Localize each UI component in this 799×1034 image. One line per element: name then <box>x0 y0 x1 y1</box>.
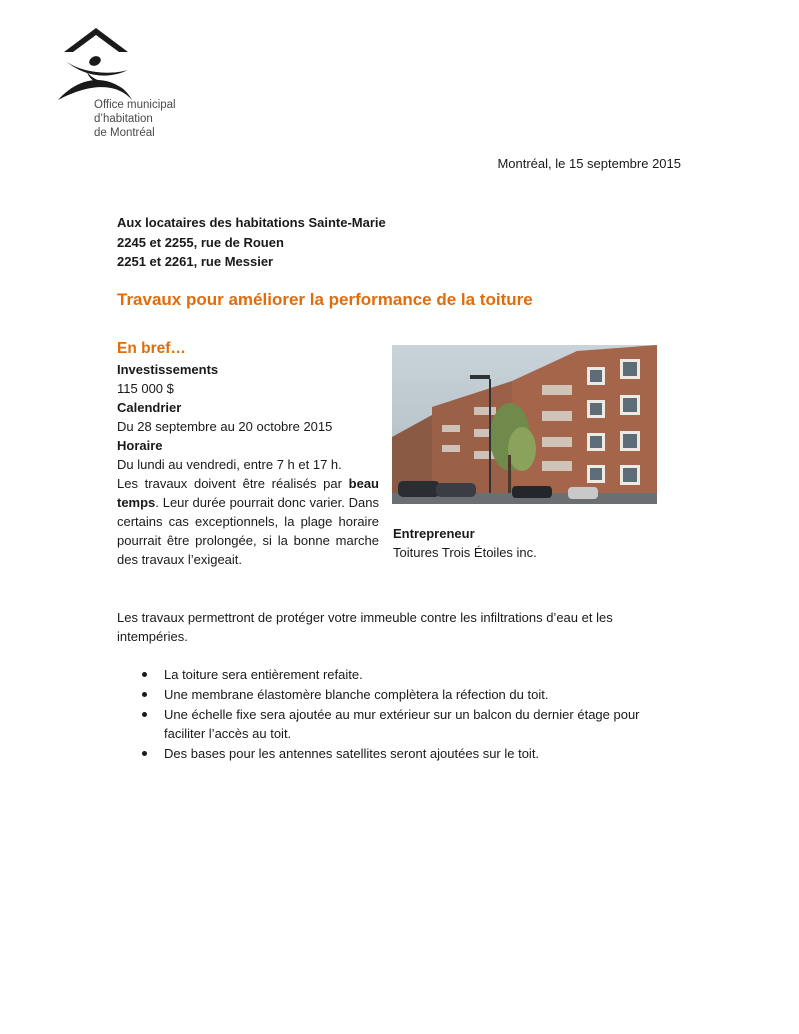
contractor-name: Toitures Trois Étoiles inc. <box>393 545 537 560</box>
schedule-label: Horaire <box>117 438 163 453</box>
omhm-logo-icon <box>56 26 136 104</box>
investments-value: 115 000 $ <box>117 381 174 396</box>
org-name-line2: d’habitation <box>94 113 153 125</box>
work-list <box>117 665 683 764</box>
omhm-logo <box>56 26 196 139</box>
building-photo <box>392 345 657 504</box>
org-name-line1: Office municipal <box>94 99 176 111</box>
list-item-text: La toiture sera entièrement refaite. <box>164 667 363 682</box>
list-item-text: Une membrane élastomère blanche complètera la réfection du toit. <box>164 687 549 702</box>
bullet-icon <box>142 672 147 677</box>
list-item <box>117 685 683 704</box>
intro-paragraph: Les travaux permettront de protéger votre immeuble contre les infiltrations d’eau et les intempéries. <box>117 610 613 644</box>
schedule-value: Du lundi au vendredi, entre 7 h et 17 h. <box>117 457 342 472</box>
letter-date: Montréal, le 15 septembre 2015 <box>497 156 681 171</box>
weather-note-pre: Les travaux doivent être réalisés par <box>117 476 349 491</box>
recipient-line2: 2245 et 2255, rue de Rouen <box>117 234 284 250</box>
brief-heading: En bref… <box>117 340 186 357</box>
contractor-section <box>393 524 537 562</box>
calendar-label: Calendrier <box>117 400 182 415</box>
list-item <box>117 744 683 763</box>
recipient-address <box>117 213 386 272</box>
recipient-line1: Aux locataires des habitations Sainte-Marie <box>117 215 386 230</box>
bullet-icon <box>142 712 147 717</box>
investments-label: Investissements <box>117 362 219 377</box>
list-item <box>117 665 683 684</box>
weather-note-post: . Leur durée pourrait donc varier. Dans certains cas exceptionnels, la plage horaire pourrait être prolongée, si la bonne marche des travaux l’exigeait. <box>117 495 379 567</box>
weather-note-bold: beau temps <box>117 476 379 510</box>
weather-note <box>117 474 379 569</box>
bullet-icon <box>142 692 147 697</box>
contractor-label: Entrepreneur <box>393 526 475 541</box>
recipient-line3: 2251 et 2261, rue Messier <box>117 254 274 269</box>
calendar-value: Du 28 septembre au 20 octobre 2015 <box>117 419 333 434</box>
list-item-text: Des bases pour les antennes satellites seront ajoutées sur le toit. <box>164 746 540 761</box>
brief-section <box>117 338 379 569</box>
page-title: Travaux pour améliorer la performance de la toiture <box>117 290 533 309</box>
list-item-text: Une échelle fixe sera ajoutée au mur extérieur sur un balcon du dernier étage pour faciliter l’accès au toit. <box>164 707 640 741</box>
list-item <box>117 705 683 743</box>
bullet-icon <box>142 751 147 756</box>
org-name-line3: de Montréal <box>94 127 155 139</box>
org-name <box>94 98 176 140</box>
